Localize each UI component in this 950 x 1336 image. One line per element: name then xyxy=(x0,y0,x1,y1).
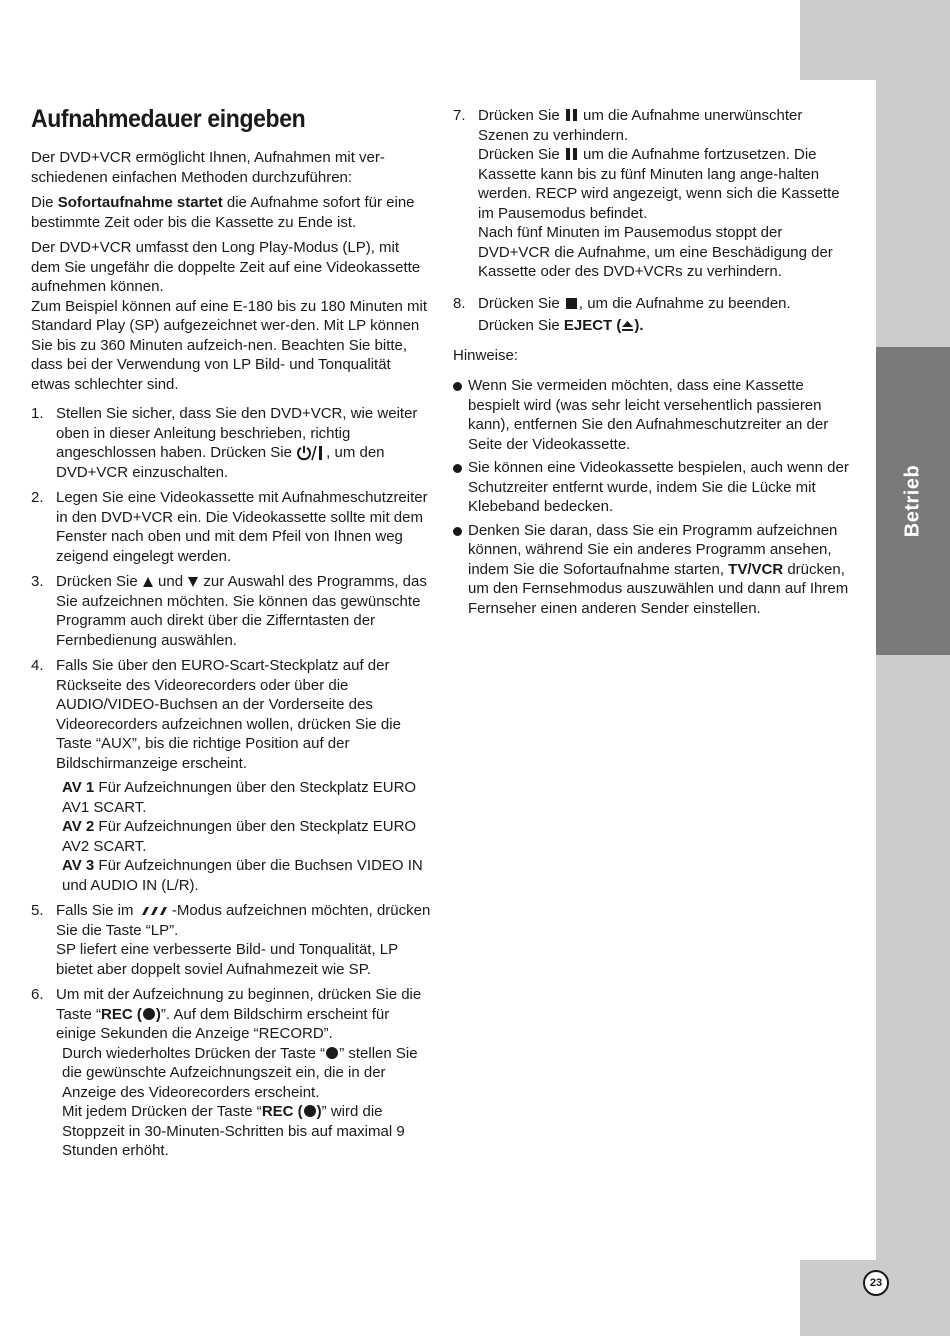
step-text: Durch wiederholtes Drücken der Taste “ xyxy=(62,1044,326,1062)
step-text: Mit jedem Drücken der Taste “ xyxy=(62,1103,262,1120)
power-icon xyxy=(296,445,326,461)
step-text: -Modus aufzeichnen möchten, drücken Sie die Taste “LP”. xyxy=(56,902,431,939)
step-number: 2. xyxy=(31,489,44,506)
step-text: Drücken Sie xyxy=(478,317,564,334)
step-number: 6. xyxy=(31,986,44,1003)
note-1 xyxy=(453,376,853,454)
av-option-3 xyxy=(56,856,431,895)
intro-text: die Aufnahme sofort für eine bestimmte Zeit oder bis die Kassette zu Ende ist. xyxy=(31,194,415,231)
page-title: Aufnahmedauer eingeben xyxy=(31,105,306,133)
pause-icon xyxy=(566,148,577,160)
av-text: Für Aufzeichnungen über den Steckplatz EURO AV1 SCART. xyxy=(62,779,417,816)
av-option-2 xyxy=(56,817,431,856)
bullet-icon xyxy=(453,527,462,536)
intro-paragraph-3 xyxy=(31,238,431,297)
note-text: Wenn Sie vermeiden möchten, dass eine Kassette bespielt wird (was sehr leicht versehentlich passieren kann), entfernen Sie den Aufnahmeschutzreiter an der Seite der Videokassette. xyxy=(468,377,829,453)
note-text: Sie können eine Videokassette bespielen, auch wenn der Schutzreiter entfernt wurde, indem Sie die Lücke mit Klebeband bedecken. xyxy=(468,459,849,515)
record-icon xyxy=(326,1047,338,1059)
intro-text: Die xyxy=(31,194,58,211)
record-icon xyxy=(304,1105,316,1117)
side-bar-top xyxy=(800,0,950,80)
step-number: 3. xyxy=(31,573,44,590)
step-7-detail-2: Nach fünf Minuten im Pausemodus stoppt der DVD+VCR die Aufnahme, um eine Beschädigung der Kassette oder des DVD+VCRs zu verhindern. xyxy=(478,224,833,280)
step-text: Drücken Sie xyxy=(56,573,142,590)
rec-label: REC ( xyxy=(101,1005,142,1023)
rec-label: REC ( xyxy=(261,1103,303,1120)
step-text: , um die Aufnahme zu beenden. xyxy=(578,294,791,312)
step-2 xyxy=(31,488,431,566)
record-icon xyxy=(143,1008,155,1020)
step-text: und xyxy=(153,573,188,590)
page-number: 23 xyxy=(863,1270,889,1296)
intro-text: Der DVD+VCR umfasst den Long Play-Modus (LP), mit dem Sie ungefähr die doppelte Zeit auf eine Videokassette aufnehmen können. xyxy=(31,239,421,295)
side-bar xyxy=(876,80,950,1260)
step-6 xyxy=(31,985,431,1161)
av-option-1 xyxy=(56,778,431,817)
step-text: Falls Sie über den EURO-Scart-Steckplatz auf der Rückseite des Videorecorders oder über die AUDIO/VIDEO-Buchsen an der Vorderseite des Videorecorders aufzeichnen wollen, drücken Sie die Taste “AUX”, bis die richtige Position auf der Bildschirmanzeige erscheint. xyxy=(56,657,401,772)
step-text: zur Auswahl des Programms, das Sie aufzeichnen möchten. Sie können das gewünschte Programm auch direkt über die Zifferntasten der Fernbedienung auswählen. xyxy=(56,573,427,649)
eject-label: EJECT ( xyxy=(563,317,622,334)
lp-mode-icon xyxy=(138,905,168,917)
step-text: Legen Sie eine Videokassette mit Aufnahmeschutzreiter in den DVD+VCR ein. Die Videokassette sollte mit dem Fenster nach oben und mit dem Pfeil von Ihnen weg zeigend eingelegt werden. xyxy=(56,489,428,565)
step-number: 8. xyxy=(453,294,466,312)
right-column xyxy=(453,100,853,622)
av-label: AV 3 xyxy=(62,857,95,874)
step-text: Drücken Sie xyxy=(478,294,564,312)
step-3 xyxy=(31,572,431,650)
step-text: um die Aufnahme unerwünschter Szenen zu verhindern. xyxy=(478,107,803,144)
notes-heading: Hinweise: xyxy=(453,346,519,364)
intro-bold-term: Sofortaufnahme startet xyxy=(57,194,223,211)
step-text: Drücken Sie xyxy=(478,107,564,124)
step-text: um die Aufnahme fortzusetzen. Die Kassette kann bis zu fünf Minuten lang ange-halten werden. RECP wird angezeigt, wenn sich die Kassette im Pausemodus befindet. xyxy=(478,146,840,222)
step-7-detail-1 xyxy=(478,145,853,223)
arrow-down-icon xyxy=(187,576,199,588)
step-8 xyxy=(453,294,853,336)
step-text: , um den DVD+VCR einzuschalten. xyxy=(56,444,385,481)
step-5 xyxy=(31,901,431,979)
eject-icon xyxy=(621,320,634,332)
step-text: ” wird die Stoppzeit in 30-Minuten-Schritten bis auf maximal 9 Stunden erhöht. xyxy=(62,1103,405,1159)
av-label: AV 1 xyxy=(62,779,95,796)
left-column xyxy=(31,100,431,1167)
section-tab-label: Betrieb xyxy=(901,464,924,538)
av-text: Für Aufzeichnungen über die Buchsen VIDEO IN und AUDIO IN (L/R). xyxy=(62,857,423,894)
intro-paragraph-4: Zum Beispiel können auf eine E-180 bis zu 180 Minuten mit Standard Play (SP) aufgezeichnet wer-den. Mit LP können Sie bis zu 360 Minuten aufzeich-nen. Beachten Sie bitte, dass bei der Verwendung von LP Bild- und Tonqualität etwas schlechter sind. xyxy=(31,297,428,393)
note-text: Denken Sie daran, dass Sie ein Programm aufzeichnen können, während Sie ein anderes Programm ansehen, indem Sie die Sofortaufnahme starten, xyxy=(468,521,838,578)
step-number: 1. xyxy=(31,405,44,422)
note-3 xyxy=(453,521,853,619)
note-2 xyxy=(453,458,853,517)
stop-icon xyxy=(566,298,577,309)
step-text: ”. Auf dem Bildschirm erscheint für einige Sekunden die Anzeige “RECORD”. xyxy=(56,1005,390,1042)
step-text: Falls Sie im xyxy=(56,902,138,919)
bullet-icon xyxy=(453,382,462,391)
pause-icon xyxy=(566,109,577,121)
eject-label-close: ). xyxy=(634,317,644,334)
intro-paragraph-2 xyxy=(31,193,431,232)
av-text: Für Aufzeichnungen über den Steckplatz EURO AV2 SCART. xyxy=(62,818,417,855)
av-label: AV 2 xyxy=(62,818,95,835)
note-text: drücken, um den Fernsehmodus auszuwählen und dann auf Ihrem Fernseher einen anderen Sender einstellen. xyxy=(468,560,849,617)
step-6-detail-2 xyxy=(56,1102,431,1161)
step-text: Stellen Sie sicher, dass Sie den DVD+VCR, wie weiter oben in dieser Anleitung beschrieben, richtig angeschlossen haben. Drücken Sie xyxy=(56,405,418,461)
step-text: SP liefert eine verbesserte Bild- und Tonqualität, LP bietet aber doppelt soviel Aufnahmezeit wie SP. xyxy=(56,941,398,978)
step-7 xyxy=(453,106,853,282)
step-number: 7. xyxy=(453,107,466,124)
step-text: Drücken Sie xyxy=(478,146,564,163)
intro-paragraph-1: Der DVD+VCR ermöglicht Ihnen, Aufnahmen mit ver-schiedenen einfachen Methoden durchzuführen: xyxy=(31,149,385,186)
step-6-detail-1 xyxy=(56,1044,431,1103)
rec-label-close: ) xyxy=(316,1103,322,1120)
note-bold-term: TV/VCR xyxy=(728,560,784,578)
step-number: 5. xyxy=(31,902,44,919)
step-text: Um mit der Aufzeichnung zu beginnen, drücken Sie die Taste “ xyxy=(56,986,422,1023)
step-8-detail xyxy=(478,316,853,336)
step-1 xyxy=(31,404,431,482)
rec-label-close: ) xyxy=(155,1005,161,1023)
bullet-icon xyxy=(453,464,462,473)
step-4 xyxy=(31,656,431,895)
step-text: ” stellen Sie die gewünschte Aufzeichnungszeit ein, die in der Anzeige des Videorecorders erscheint. xyxy=(62,1044,418,1101)
arrow-up-icon xyxy=(142,576,154,588)
step-number: 4. xyxy=(31,657,44,674)
